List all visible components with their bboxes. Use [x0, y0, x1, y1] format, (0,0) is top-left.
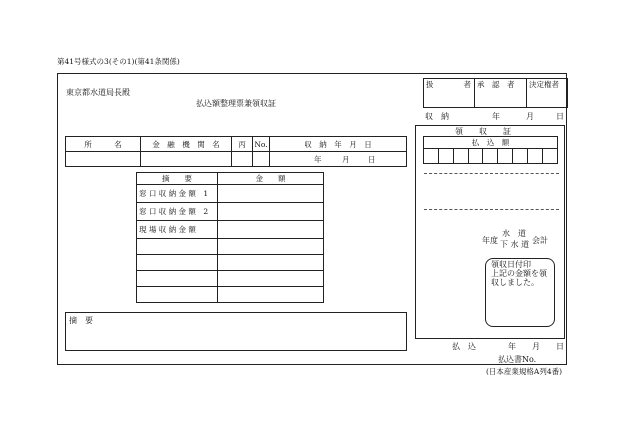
header-bank: 金 融 機 関 名 — [141, 137, 232, 152]
receipt-year: 年 — [492, 112, 500, 121]
amount-label: 払 込 額 — [424, 137, 558, 149]
amount-cell[interactable] — [218, 239, 324, 255]
stamp-line-3: 収しました。 — [491, 278, 539, 287]
receipt-label: 収 納 — [425, 112, 449, 121]
approval-decider: 決定権者 — [529, 80, 559, 89]
digit-cell[interactable] — [453, 149, 468, 164]
digit-cell[interactable] — [542, 149, 557, 164]
amount-grid — [423, 136, 558, 164]
remarks-box[interactable] — [65, 312, 407, 351]
paper-size-note: (日本産業規格A列4番) — [486, 367, 563, 376]
amount-cell[interactable] — [218, 255, 324, 271]
addressee: 東京都水道局長殿 — [66, 88, 130, 97]
digit-cell[interactable] — [498, 149, 513, 164]
digit-cell[interactable] — [424, 149, 439, 164]
header-date: 収 納 年 月 日 — [270, 137, 407, 152]
fiscal-year: 年度 — [482, 236, 498, 245]
stamp-line-2: 上記の金額を領 — [491, 269, 547, 278]
header-office: 所 名 — [66, 137, 141, 152]
stamp-line-1: 領収日付印 — [491, 260, 531, 269]
receipt-month: 月 — [526, 112, 534, 121]
date-cell[interactable] — [270, 152, 407, 167]
no-cell[interactable] — [253, 152, 270, 167]
approval-approver: 承 認 者 — [477, 80, 515, 89]
date-day: 日 — [368, 155, 376, 164]
receipt-title: 領 収 証 — [455, 127, 511, 136]
payment-month: 月 — [532, 342, 540, 351]
digit-cell[interactable] — [438, 149, 453, 164]
header-description: 摘 要 — [137, 173, 218, 185]
bank-cell[interactable] — [141, 152, 232, 167]
row-label — [137, 271, 218, 287]
dashed-line — [424, 173, 559, 174]
row-label: 現 場 収 納 金 額 — [137, 221, 218, 239]
row-label: 窓 口 収 納 金 額 2 — [137, 203, 218, 221]
digit-cell[interactable] — [527, 149, 542, 164]
office-cell[interactable] — [66, 152, 141, 167]
account-suffix: 会計 — [532, 236, 548, 245]
form-title: 払込額整理票兼領収証 — [196, 99, 276, 108]
row-label: 窓 口 収 納 金 額 1 — [137, 185, 218, 203]
approval-handler: 扱 者 — [426, 80, 471, 89]
payment-number: 払込書No. — [498, 355, 537, 364]
payment-label: 払 込 — [452, 342, 476, 351]
header-no: No. — [253, 137, 270, 152]
digit-cell[interactable] — [513, 149, 528, 164]
date-month: 月 — [342, 155, 350, 164]
date-year: 年 — [314, 155, 322, 164]
account-water: 水 道 — [502, 229, 526, 238]
account-sewer: 下 水 道 — [500, 240, 530, 249]
dashed-line — [424, 209, 559, 210]
remarks-label: 摘 要 — [69, 316, 93, 325]
row-label — [137, 239, 218, 255]
amount-cell[interactable] — [218, 287, 324, 303]
form-number: 第41号様式の3(その1)(第41条関係) — [57, 57, 180, 66]
amount-cell[interactable] — [218, 221, 324, 239]
receipt-day: 日 — [556, 112, 564, 121]
header-amount: 金 額 — [218, 173, 324, 185]
summary-table — [136, 172, 324, 303]
amount-cell[interactable] — [218, 203, 324, 221]
header-hei: 丙 — [232, 137, 253, 152]
payment-year: 年 — [508, 342, 516, 351]
digit-cell[interactable] — [468, 149, 483, 164]
row-label — [137, 255, 218, 271]
hei-cell[interactable] — [232, 152, 253, 167]
digit-cell[interactable] — [483, 149, 498, 164]
bank-table — [65, 136, 407, 167]
row-label — [137, 287, 218, 303]
amount-cell[interactable] — [218, 271, 324, 287]
payment-day: 日 — [556, 342, 564, 351]
amount-cell[interactable] — [218, 185, 324, 203]
